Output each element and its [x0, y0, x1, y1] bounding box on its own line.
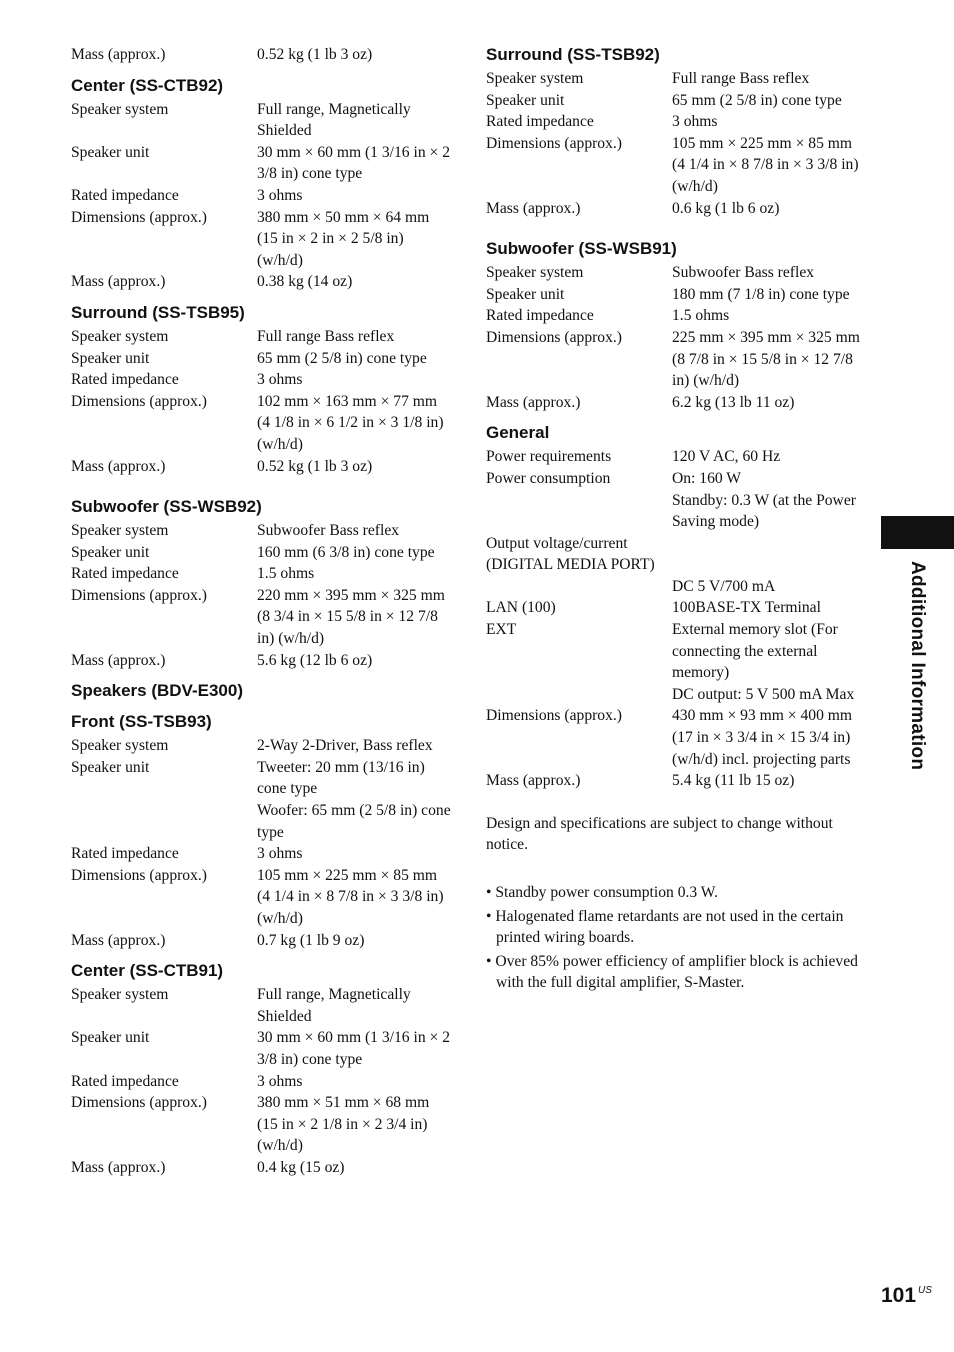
spec-row — [486, 554, 866, 576]
spec-label: Mass (approx.) — [71, 1158, 166, 1176]
spec-value: 102 mm × 163 mm × 77 mm (4 1/8 in × 6 1/2 in × 3 1/8 in) (w/h/d) — [257, 392, 444, 453]
spec-label: Speaker system — [71, 522, 169, 540]
spec-row — [71, 650, 451, 672]
left-column — [71, 44, 451, 1179]
section-heading: Subwoofer (SS-WSB92) — [71, 497, 262, 517]
spec-value: External memory slot (For connecting the external memory) — [672, 621, 838, 682]
spec-row — [71, 800, 451, 843]
spec-value: 220 mm × 395 mm × 325 mm (8 3/4 in × 15 5/8 in × 12 7/8 in) (w/h/d) — [257, 586, 445, 648]
spec-row — [71, 271, 451, 293]
spec-value: 100BASE-TX Terminal — [672, 599, 821, 617]
spec-label: Dimensions (approx.) — [486, 707, 622, 725]
spec-row — [486, 597, 866, 619]
spec-label: Dimensions (approx.) — [71, 866, 207, 884]
spec-label: Speaker system — [71, 737, 169, 755]
spec-label: Speaker unit — [486, 285, 565, 303]
spec-row — [486, 305, 866, 327]
spec-label: Speaker unit — [71, 143, 150, 161]
spec-row — [486, 262, 866, 284]
spec-label: Speaker unit — [71, 758, 150, 776]
spec-value: Full range Bass reflex — [257, 327, 395, 345]
spec-row — [71, 44, 451, 66]
spec-table — [486, 68, 866, 219]
section-heading: Front (SS-TSB93) — [71, 712, 212, 732]
spec-row — [71, 185, 451, 207]
spec-row — [71, 391, 451, 456]
spec-label: Rated impedance — [71, 1072, 179, 1090]
spec-row — [71, 542, 451, 564]
spec-row — [71, 1027, 451, 1070]
spec-row — [486, 684, 866, 706]
spec-row — [71, 930, 451, 952]
spec-value: 380 mm × 51 mm × 68 mm (15 in × 2 1/8 in × 2 3/4 in) (w/h/d) — [257, 1094, 430, 1155]
spec-value: 0.52 kg (1 lb 3 oz) — [257, 457, 373, 475]
spec-label: Mass (approx.) — [486, 199, 581, 217]
spec-value: 160 mm (6 3/8 in) cone type — [257, 543, 435, 561]
spec-value: 30 mm × 60 mm (1 3/16 in × 2 3/8 in) cone type — [257, 143, 451, 183]
spec-row — [71, 326, 451, 348]
spec-value: 0.52 kg (1 lb 3 oz) — [257, 46, 373, 63]
spec-value: 3 ohms — [257, 1072, 303, 1090]
spec-label: Dimensions (approx.) — [486, 134, 622, 152]
spec-row — [486, 90, 866, 112]
spec-row — [486, 770, 866, 792]
section-heading: Center (SS-CTB91) — [71, 961, 224, 981]
spec-label: Speaker system — [71, 100, 169, 118]
spec-value: 65 mm (2 5/8 in) cone type — [257, 349, 427, 367]
spec-label: Mass (approx.) — [486, 772, 581, 790]
spec-value: 225 mm × 395 mm × 325 mm (8 7/8 in × 15 5/8 in × 12 7/8 in) (w/h/d) — [672, 328, 860, 390]
spec-label: Power requirements — [486, 448, 612, 466]
spec-label: Rated impedance — [486, 307, 594, 325]
spec-label: Mass (approx.) — [486, 393, 581, 411]
spec-row — [486, 68, 866, 90]
spec-value: 1.5 ohms — [257, 565, 315, 583]
spec-row — [71, 142, 451, 185]
spec-label: Mass (approx.) — [71, 46, 166, 63]
spec-label: EXT — [486, 621, 517, 639]
spec-value: On: 160 W — [672, 469, 742, 487]
spec-row — [71, 1157, 451, 1179]
section-heading: Surround (SS-TSB95) — [71, 302, 245, 322]
spec-row — [486, 392, 866, 414]
spec-value: 3 ohms — [257, 186, 303, 204]
spec-table — [71, 99, 451, 293]
spec-label: Dimensions (approx.) — [71, 586, 207, 604]
spec-label — [71, 800, 257, 843]
spec-table — [71, 984, 451, 1178]
spec-row — [486, 111, 866, 133]
spec-value: Subwoofer Bass reflex — [672, 264, 815, 282]
spec-table — [486, 446, 866, 532]
spec-label: Power consumption — [486, 469, 611, 487]
spec-row — [486, 533, 866, 555]
spec-value: 2-Way 2-Driver, Bass reflex — [257, 737, 433, 755]
spec-label: Speaker unit — [486, 91, 565, 109]
spec-label: Rated impedance — [486, 113, 594, 131]
spec-value: 0.6 kg (1 lb 6 oz) — [672, 199, 780, 217]
spec-label: Rated impedance — [71, 371, 179, 389]
spec-value: Woofer: 65 mm (2 5/8 in) cone type — [257, 802, 451, 841]
section-heading: Surround (SS-TSB92) — [486, 45, 660, 64]
spec-value: Full range, Magnetically Shielded — [257, 100, 411, 140]
spec-row — [486, 198, 866, 220]
spec-label: Mass (approx.) — [71, 457, 166, 475]
spec-value: Subwoofer Bass reflex — [257, 522, 400, 540]
disclaimer-note: Design and specifications are subject to change without notice. — [486, 814, 833, 854]
spec-label — [486, 576, 672, 598]
spec-value: 380 mm × 50 mm × 64 mm (15 in × 2 in × 2 5/8 in) (w/h/d) — [257, 208, 430, 269]
spec-value: 3 ohms — [257, 371, 303, 389]
spec-label: Speaker unit — [71, 543, 150, 561]
spec-row — [71, 369, 451, 391]
spec-label — [486, 684, 672, 706]
spec-label: Dimensions (approx.) — [71, 1094, 207, 1112]
spec-label: Output voltage/current — [486, 534, 628, 552]
spec-value: 5.4 kg (11 lb 15 oz) — [672, 772, 795, 790]
spec-label: Speaker unit — [71, 1029, 150, 1047]
spec-row — [486, 468, 866, 490]
spec-row — [486, 705, 866, 770]
spec-value: Full range, Magnetically Shielded — [257, 986, 411, 1025]
spec-value: 105 mm × 225 mm × 85 mm (4 1/4 in × 8 7/8 in × 3 3/8 in) (w/h/d) — [257, 866, 444, 927]
spec-row — [71, 563, 451, 585]
spec-label: Rated impedance — [71, 186, 179, 204]
bullet-item: • Halogenated flame retardants are not used in the certain printed wiring boards. — [486, 907, 844, 947]
spec-value: 30 mm × 60 mm (1 3/16 in × 2 3/8 in) cone type — [257, 1029, 451, 1068]
spec-row — [486, 327, 866, 392]
spec-row — [486, 133, 866, 198]
spec-table — [71, 520, 451, 671]
spec-row — [486, 576, 866, 598]
spec-value: 0.4 kg (15 oz) — [257, 1158, 345, 1176]
spec-label: Speaker unit — [71, 349, 150, 367]
spec-value: 1.5 ohms — [672, 307, 730, 325]
spec-value: Full range Bass reflex — [672, 70, 810, 87]
spec-label: Speaker system — [486, 264, 584, 282]
section-side-label: Additional Information — [907, 561, 928, 771]
spec-label: Speaker system — [486, 70, 584, 87]
spec-label: LAN (100) — [486, 599, 556, 617]
spec-value: DC 5 V/700 mA — [672, 577, 776, 595]
bullet-item: • Over 85% power efficiency of amplifier block is achieved with the full digital amplifier, S-Master. — [486, 952, 858, 992]
spec-label: Dimensions (approx.) — [486, 328, 622, 346]
spec-label: Speaker system — [71, 327, 169, 345]
spec-row — [71, 456, 451, 478]
spec-row — [71, 984, 451, 1027]
spec-label: Dimensions (approx.) — [71, 208, 207, 226]
section-heading: General — [486, 423, 550, 443]
spec-row — [71, 735, 451, 757]
spec-row — [71, 99, 451, 142]
spec-label — [486, 490, 672, 533]
section-heading: Subwoofer (SS-WSB91) — [486, 239, 677, 259]
spec-value: 5.6 kg (12 lb 6 oz) — [257, 651, 373, 669]
spec-table — [486, 576, 866, 792]
spec-value: 0.38 kg (14 oz) — [257, 273, 353, 291]
spec-row — [71, 520, 451, 542]
spec-value: 180 mm (7 1/8 in) cone type — [672, 285, 850, 303]
spec-row — [71, 585, 451, 650]
spec-value: 430 mm × 93 mm × 400 mm (17 in × 3 3/4 in × 15 3/4 in) (w/h/d) incl. projecting parts — [672, 707, 853, 768]
spec-row — [486, 490, 866, 533]
spec-table — [71, 326, 451, 477]
spec-row — [71, 207, 451, 272]
spec-value: 65 mm (2 5/8 in) cone type — [672, 91, 842, 109]
spec-value: Tweeter: 20 mm (13/16 in) cone type — [257, 758, 425, 798]
bullet-item: • Standby power consumption 0.3 W. — [486, 884, 718, 901]
spec-row — [71, 865, 451, 930]
spec-row — [71, 348, 451, 370]
spec-row — [71, 1092, 451, 1157]
spec-label: (DIGITAL MEDIA PORT) — [486, 556, 655, 574]
spec-value: 6.2 kg (13 lb 11 oz) — [672, 393, 795, 411]
spec-table — [486, 262, 866, 413]
spec-label: Rated impedance — [71, 845, 179, 863]
spec-label: Dimensions (approx.) — [71, 392, 207, 410]
spec-label: Mass (approx.) — [71, 651, 166, 669]
spec-value: DC output: 5 V 500 mA Max — [672, 685, 855, 703]
spec-label: Rated impedance — [71, 565, 179, 583]
right-column — [486, 44, 866, 996]
spec-row — [71, 843, 451, 865]
spec-value: Standby: 0.3 W (at the Power Saving mode) — [672, 491, 856, 531]
spec-row — [71, 757, 451, 800]
spec-value: 0.7 kg (1 lb 9 oz) — [257, 931, 365, 949]
spec-value: 105 mm × 225 mm × 85 mm (4 1/4 in × 8 7/8 in × 3 3/8 in) (w/h/d) — [672, 134, 859, 195]
spec-row — [71, 1071, 451, 1093]
spec-value: 120 V AC, 60 Hz — [672, 448, 781, 466]
page-number — [881, 1284, 932, 1308]
section-heading: Speakers (BDV-E300) — [71, 681, 243, 701]
spec-row — [486, 619, 866, 684]
spec-value: 3 ohms — [672, 113, 718, 131]
spec-row — [486, 446, 866, 468]
bullet-list — [486, 882, 866, 994]
page-number-value: 101 — [881, 1284, 917, 1307]
spec-row — [486, 284, 866, 306]
spec-label: Speaker system — [71, 986, 169, 1004]
spec-table — [71, 735, 451, 951]
section-heading: Center (SS-CTB92) — [71, 75, 224, 95]
section-tab-marker — [881, 516, 954, 549]
spec-label: Mass (approx.) — [71, 931, 166, 949]
spec-label: Mass (approx.) — [71, 273, 166, 291]
spec-value: 3 ohms — [257, 845, 303, 863]
page-number-suffix: US — [918, 1285, 932, 1296]
